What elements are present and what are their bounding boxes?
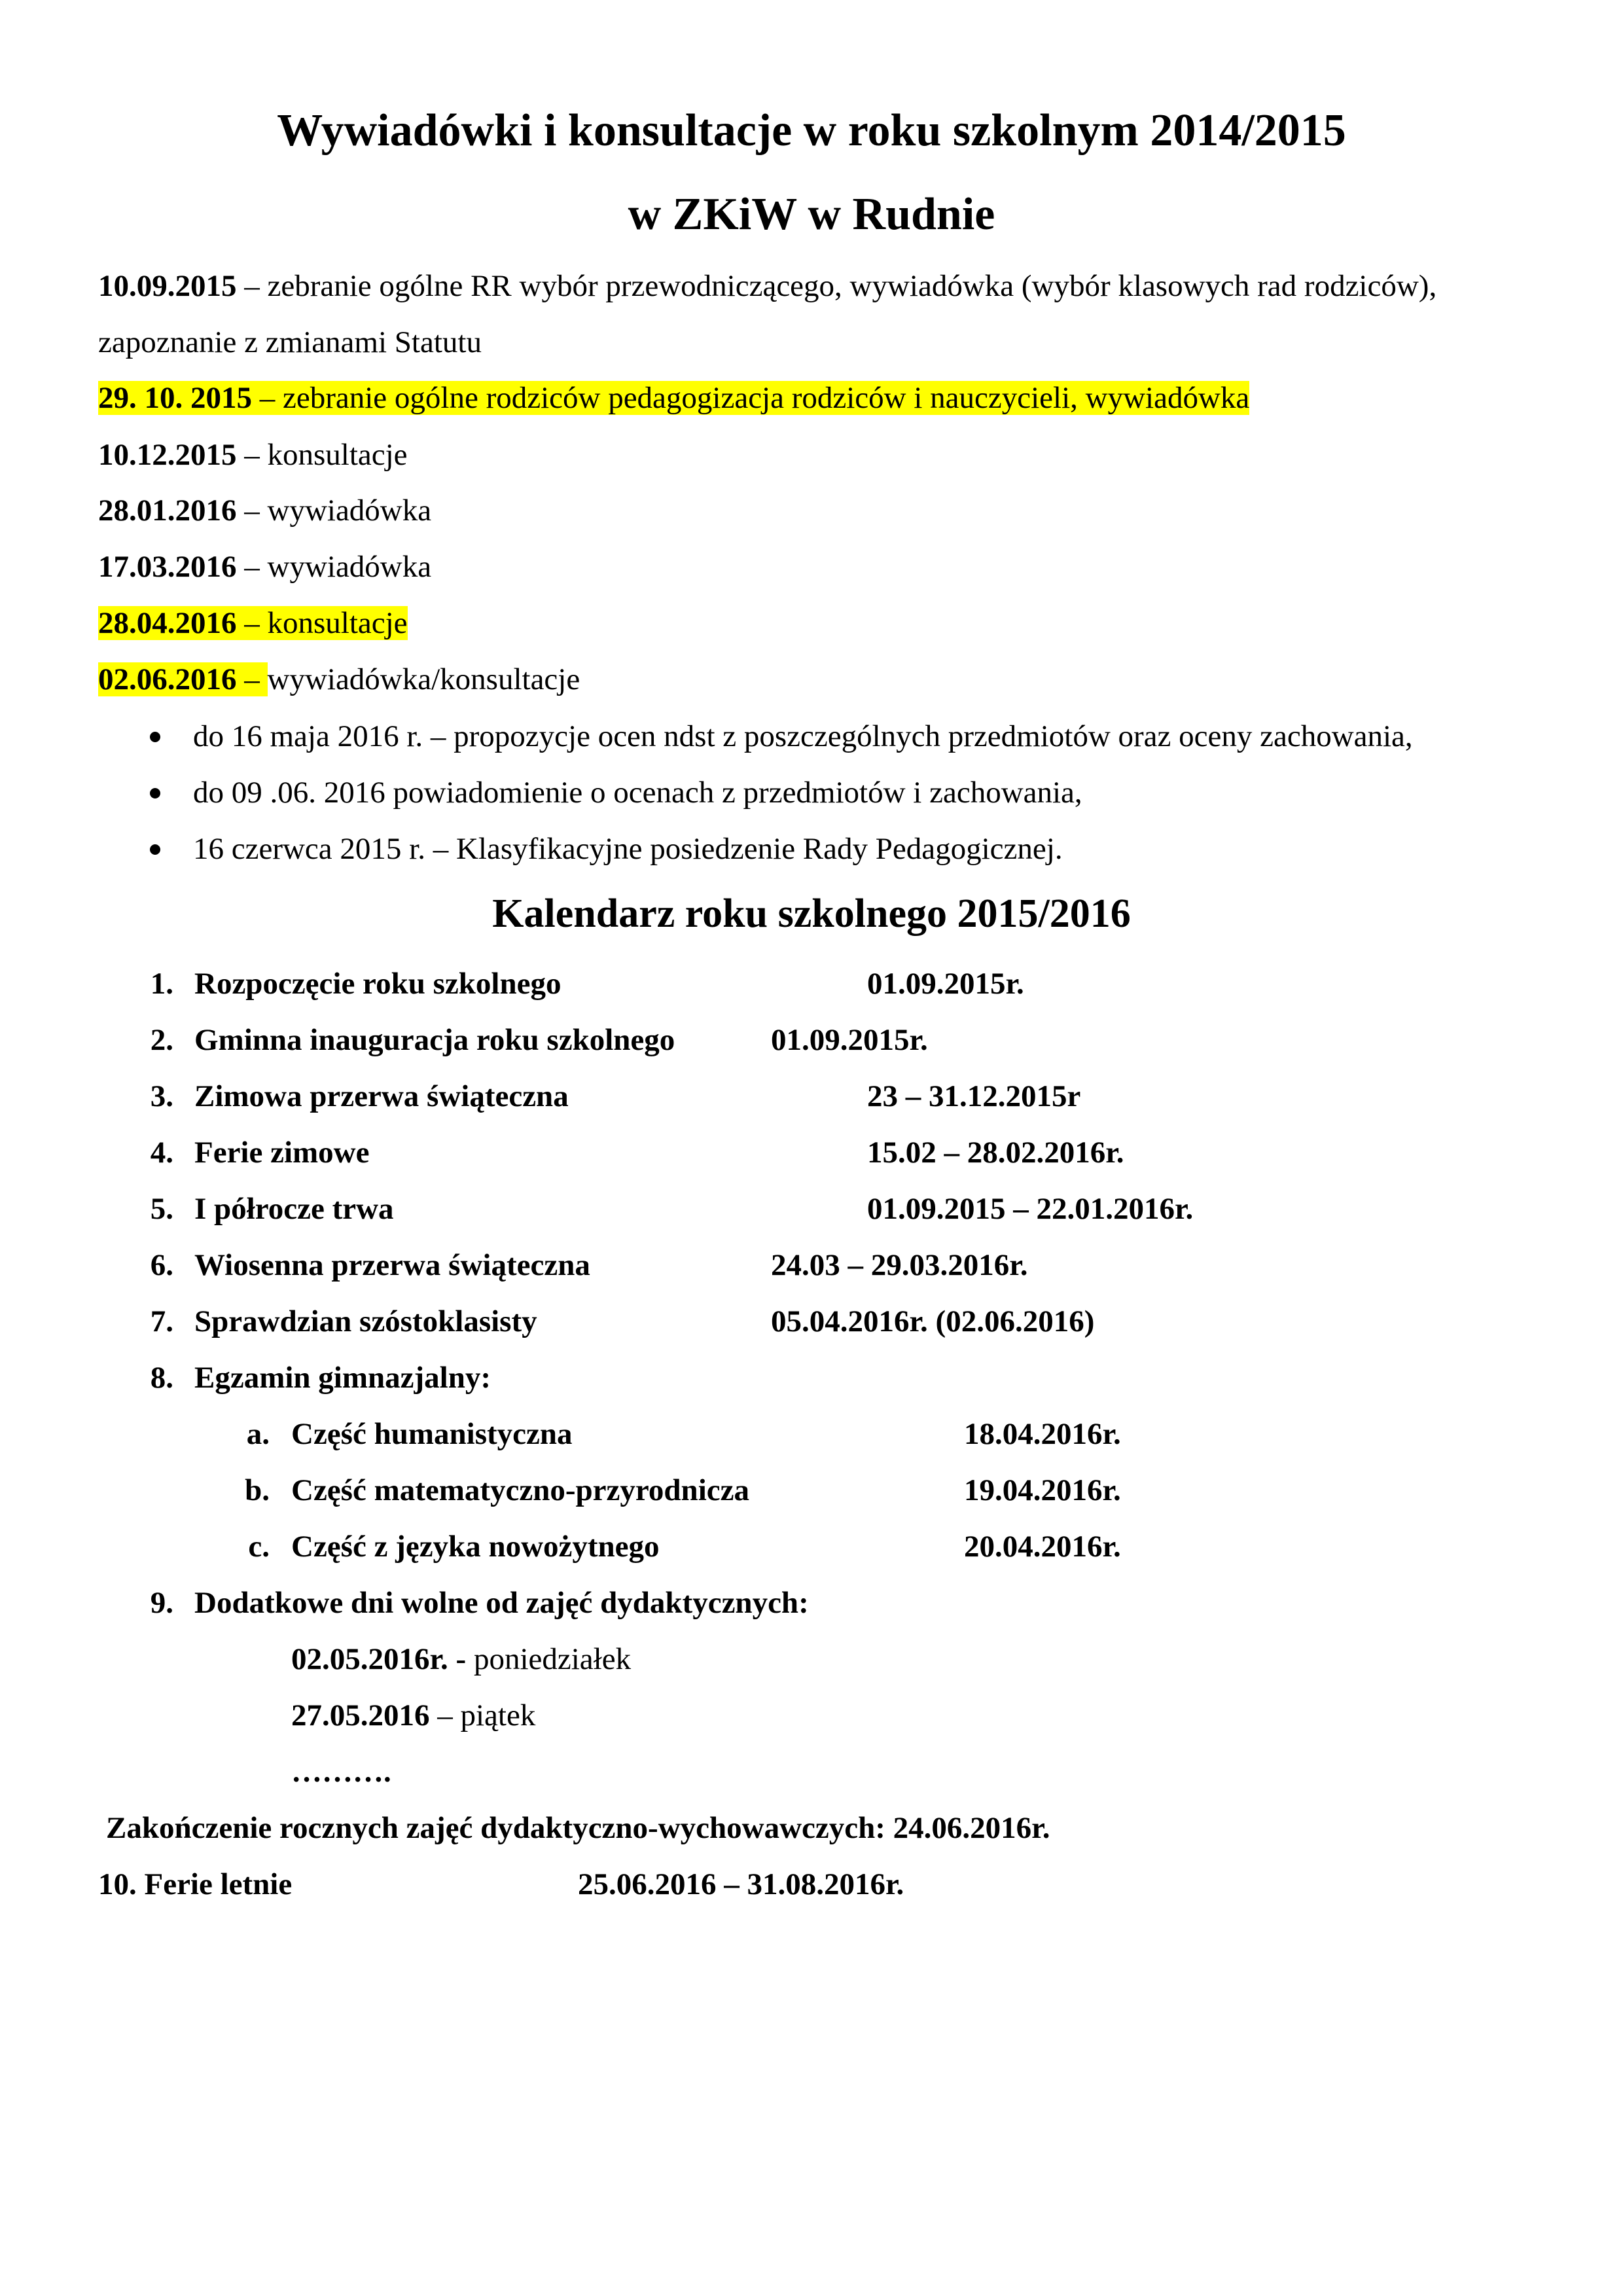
item-date: 05.04.2016r. (02.06.2016) — [771, 1304, 1095, 1338]
free-day-weekday: – piątek — [429, 1698, 536, 1732]
item-date: 01.09.2015 – 22.01.2016r. — [867, 1192, 1194, 1226]
meeting-text: – wywiadówka — [236, 493, 432, 528]
part-letter: b. — [245, 1473, 270, 1507]
part-letter: a. — [246, 1417, 270, 1451]
bullet-icon — [150, 732, 160, 742]
meeting-text: – konsultacje — [236, 438, 408, 472]
free-day-date: 02.05.2016r. - — [291, 1642, 467, 1676]
meeting-date: 17.03.2016 — [98, 550, 237, 584]
item-label: Ferie zimowe — [194, 1136, 370, 1170]
item-date: 15.02 – 28.02.2016r. — [867, 1136, 1124, 1170]
free-day — [291, 1636, 631, 1682]
meeting-text: – zebranie ogólne rodziców pedagogizacja rodziców i nauczycieli, wywiadówka — [252, 381, 1250, 415]
meeting-dash: – — [236, 662, 268, 696]
document-title: Wywiadówki i konsultacje w roku szkolnym 2014/2015 — [277, 105, 1346, 156]
bullet-text: do 09 .06. 2016 powiadomienie o ocenach z przedmiotów i zachowania, — [193, 776, 1082, 810]
meeting-line-1 — [98, 263, 1436, 309]
item-number: 1. — [150, 967, 173, 1001]
item-number: 5. — [150, 1192, 173, 1226]
meeting-line-6 — [98, 600, 408, 646]
part-label: Część z języka nowożytnego — [291, 1530, 660, 1564]
bullet-item — [193, 713, 1413, 759]
bullet-text: do 16 maja 2016 r. – propozycje ocen ndst z poszczególnych przedmiotów oraz oceny zachowania, — [193, 719, 1413, 753]
part-date: 19.04.2016r. — [964, 1473, 1121, 1507]
part-date: 20.04.2016r. — [964, 1530, 1121, 1564]
item-number: 7. — [150, 1304, 173, 1338]
ellipsis: ………. — [291, 1755, 391, 1789]
meeting-text: wywiadówka/konsultacje — [267, 662, 580, 696]
meeting-line-3 — [98, 432, 408, 478]
meeting-text: – konsultacje — [236, 606, 408, 640]
meeting-line-2 — [98, 375, 1249, 421]
item-label: Egzamin gimnazjalny: — [194, 1361, 491, 1395]
meeting-highlight — [98, 662, 268, 696]
meeting-date: 10.12.2015 — [98, 438, 237, 472]
free-day-date: 27.05.2016 — [291, 1698, 430, 1732]
free-day — [291, 1693, 535, 1738]
meeting-text: – zebranie ogólne RR wybór przewodniczącego, wywiadówka (wybór klasowych rad rodziców), — [236, 269, 1437, 303]
item-label: Wiosenna przerwa świąteczna — [194, 1248, 590, 1282]
part-label: Część humanistyczna — [291, 1417, 573, 1451]
part-label: Część matematyczno-przyrodnicza — [291, 1473, 749, 1507]
item-date: 23 – 31.12.2015r — [867, 1079, 1081, 1113]
meeting-highlight — [98, 381, 1249, 415]
free-day-weekday: poniedziałek — [466, 1642, 632, 1676]
part-letter: c. — [248, 1530, 270, 1564]
meeting-date: 10.09.2015 — [98, 269, 237, 303]
item-number: 8. — [150, 1361, 173, 1395]
item-number: 3. — [150, 1079, 173, 1113]
meeting-highlight — [98, 606, 408, 640]
meeting-date: 02.06.2016 — [98, 662, 237, 696]
item-label: 10. Ferie letnie — [98, 1867, 293, 1901]
item-label: Zimowa przerwa świąteczna — [194, 1079, 569, 1113]
item-label: I półrocze trwa — [194, 1192, 394, 1226]
meeting-date: 28.04.2016 — [98, 606, 237, 640]
meeting-text: – wywiadówka — [236, 550, 432, 584]
item-number: 6. — [150, 1248, 173, 1282]
end-of-classes: Zakończenie rocznych zajęć dydaktyczno-wychowawczych: 24.06.2016r. — [106, 1811, 1050, 1845]
meeting-line-7 — [98, 656, 580, 702]
meeting-date: 28.01.2016 — [98, 493, 237, 528]
document-subtitle: w ZKiW w Rudnie — [628, 189, 995, 240]
item-label: Sprawdzian szóstoklasisty — [194, 1304, 537, 1338]
meeting-line-1-cont: zapoznanie z zmianami Statutu — [98, 325, 482, 359]
bullet-icon — [150, 844, 160, 855]
item-number: 9. — [150, 1586, 173, 1620]
meeting-line-4 — [98, 488, 431, 533]
item-number: 2. — [150, 1023, 173, 1057]
item-label: Rozpoczęcie roku szkolnego — [194, 967, 562, 1001]
bullet-item — [193, 770, 1082, 816]
calendar-heading: Kalendarz roku szkolnego 2015/2016 — [492, 891, 1131, 936]
bullet-item — [193, 826, 1063, 872]
item-date: 25.06.2016 – 31.08.2016r. — [578, 1867, 904, 1901]
bullet-text: 16 czerwca 2015 r. – Klasyfikacyjne posiedzenie Rady Pedagogicznej. — [193, 832, 1063, 866]
meeting-date: 29. 10. 2015 — [98, 381, 252, 415]
item-label: Gminna inauguracja roku szkolnego — [194, 1023, 675, 1057]
part-date: 18.04.2016r. — [964, 1417, 1121, 1451]
item-label: Dodatkowe dni wolne od zajęć dydaktycznych: — [194, 1586, 809, 1620]
item-date: 24.03 – 29.03.2016r. — [771, 1248, 1028, 1282]
item-date: 01.09.2015r. — [771, 1023, 928, 1057]
item-date: 01.09.2015r. — [867, 967, 1024, 1001]
bullet-icon — [150, 788, 160, 798]
item-number: 4. — [150, 1136, 173, 1170]
meeting-line-5 — [98, 544, 431, 590]
